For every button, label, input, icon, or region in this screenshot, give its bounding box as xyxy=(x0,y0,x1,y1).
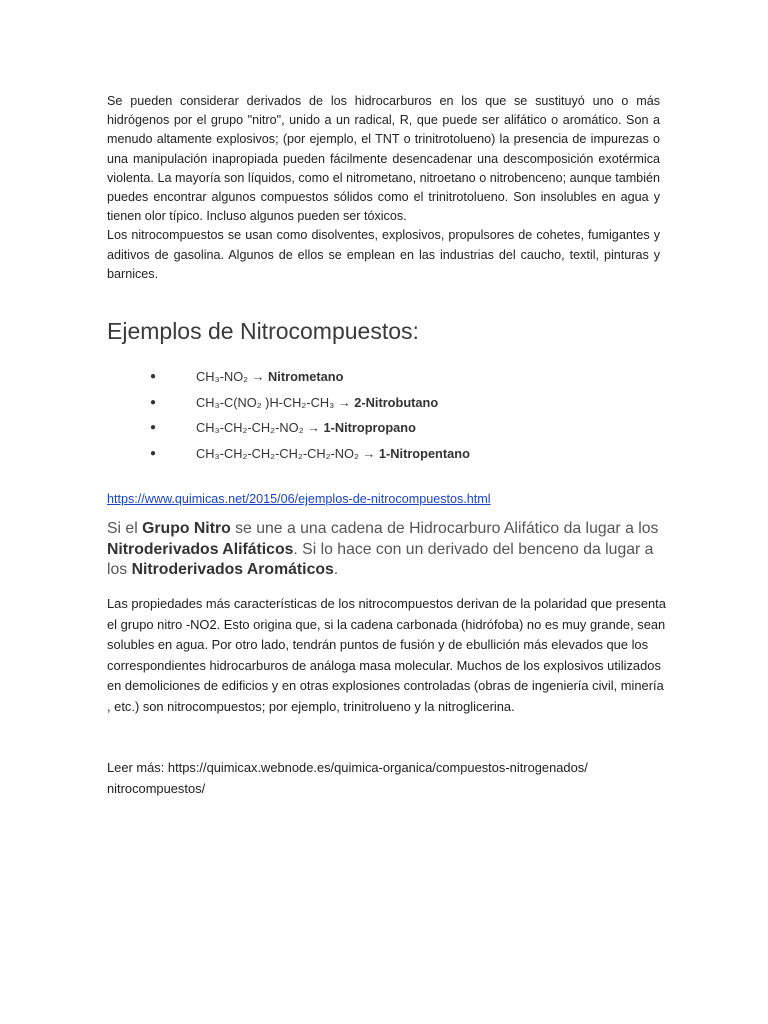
example-formula: CH₃-CH₂-CH₂-NO₂ → xyxy=(196,420,320,435)
example-name: 1-Nitropropano xyxy=(323,420,416,435)
intro-paragraph-1: Se pueden considerar derivados de los hidrocarburos en los que se sustituyó uno o más hidrógenos por el grupo "nitro", unido a un radical, R, que puede ser alifático o aromático. Son a menudo altamente explosivos; (por ejemplo, el TNT o trinitrotolueno) la presencia de impurezas o una manipulación inapropiada pueden fácilmente desencadenar una descomposición exotérmica violenta. La mayoría son líquidos, como el nitrometano, nitroetano o nitrobenceno; aunque también puedes encontrar algunos compuestos sólidos como el trinitrotolueno. Son insolubles en agua y tienen olor típico. Incluso algunos pueden ser tóxicos. xyxy=(107,94,660,224)
list-item xyxy=(150,364,470,390)
example-formula: CH₃-NO₂ → xyxy=(196,369,265,384)
list-item xyxy=(150,441,470,467)
intro-paragraph-2: Los nitrocompuestos se usan como disolventes, explosivos, propulsores de cohetes, fumigantes y aditivos de gasolina. Algunos de ellos se emplean en las industrias del caucho, textil, pinturas y barnices. xyxy=(107,228,660,281)
text-span: . xyxy=(333,561,339,578)
term-grupo-nitro: Grupo Nitro xyxy=(142,520,231,537)
example-formula: CH₃-CH₂-CH₂-CH₂-CH₂-NO₂ → xyxy=(196,445,376,461)
read-more-text: Leer más: https://quimicax.webnode.es/quimica-organica/compuestos-nitrogenados/ nitrocompuestos/ xyxy=(107,760,588,796)
term-alifaticos: Nitroderivados Alifáticos xyxy=(107,540,294,558)
nitro-groups-text xyxy=(107,519,667,581)
list-item xyxy=(150,415,470,441)
examples-heading: Ejemplos de Nitrocompuestos: xyxy=(107,318,419,344)
example-formula: CH₃-C(NO₂ )H-CH₂-CH₃ → xyxy=(196,394,351,410)
example-name: Nitrometano xyxy=(268,369,344,384)
bullet-icon: ● xyxy=(150,396,157,408)
list-item xyxy=(150,390,470,416)
example-name: 2-Nitrobutano xyxy=(354,394,439,410)
example-name: 1-Nitropentano xyxy=(378,445,470,461)
properties-paragraph: Las propiedades más características de los nitrocompuestos derivan de la polaridad que presenta el grupo nitro -NO2. Esto origina que, si la cadena carbonada (hidrófoba) no es muy grande, sean solubles en agua. Por otro lado, tendrán puntos de fusión y de ebullición más elevados que los correspondientes hidrocarburos de análoga masa molecular. Muchos de los explosivos utilizados en demoliciones de edificios y en otras explosiones controladas (obras de ingeniería civil, minería , etc.) son nitrocompuestos; por ejemplo, trinitrolueno y la nitroglicerina. xyxy=(107,596,666,714)
intro-text xyxy=(107,92,660,284)
bullet-icon: ● xyxy=(150,447,157,459)
text-span: se une a una cadena de Hidrocarburo Alifático da lugar a los xyxy=(230,520,659,537)
bullet-icon: ● xyxy=(150,371,157,382)
bullet-icon: ● xyxy=(150,422,157,433)
text-span: Si el xyxy=(107,520,143,537)
examples-list xyxy=(150,364,470,466)
text-span: . Si lo hace con un derivado del benceno da lugar a los xyxy=(107,540,654,578)
source-link[interactable]: https://www.quimicas.net/2015/06/ejemplos-de-nitrocompuestos.html xyxy=(107,492,491,506)
term-aromaticos: Nitroderivados Aromáticos xyxy=(131,561,334,578)
